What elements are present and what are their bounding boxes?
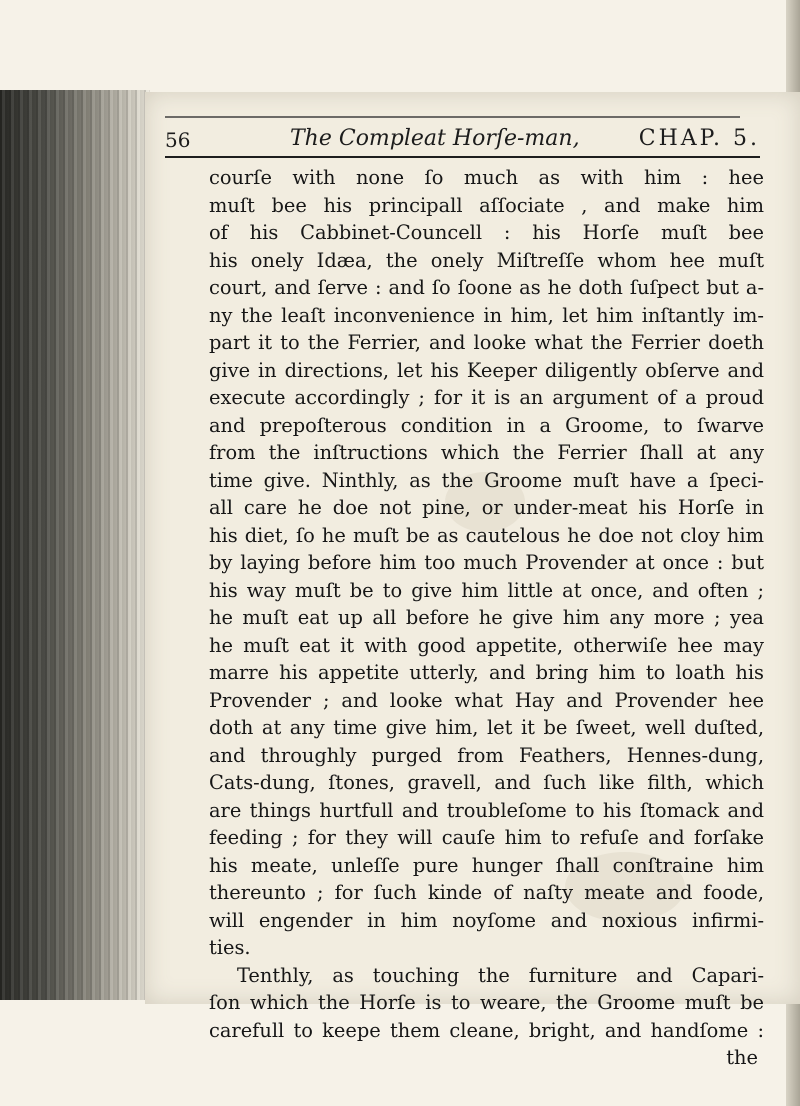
top-rule (165, 116, 740, 118)
book-binding-edge (0, 90, 150, 1000)
text-line: thereunto ; for ſuch kinde of naſty meate and foode, (209, 881, 764, 904)
chapter-label: CHAP. 5. (638, 126, 760, 151)
text-line: all care he doe not pine, or under-meat his Horſe in (209, 496, 764, 519)
text-line: Provender ; and looke what Hay and Provender hee (209, 688, 764, 712)
text-line: doth at any time give him, let it be ſweet, well duſted, (209, 716, 764, 739)
running-header (165, 126, 760, 158)
text-line: his meate, unleſſe pure hunger ſhall conſtraine him (209, 853, 764, 877)
text-line: by laying before him too much Provender at once : but (209, 551, 764, 574)
text-line: execute accordingly ; for it is an argument of a proud (209, 386, 764, 409)
text-line: time give. Ninthly, as the Groome muſt have a ſpeci- (209, 468, 764, 492)
text-line: he muſt eat it with good appetite, otherwiſe hee may (209, 633, 764, 657)
text-line: he muſt eat up all before he give him any more ; yea (209, 606, 764, 629)
text-line: and prepoſterous condition in a Groome, to ſwarve (209, 413, 764, 437)
text-line: court, and ſerve : and ſo ſoone as he doth ſuſpect but a- (209, 276, 764, 299)
book-page (145, 92, 800, 1069)
text-line: ſon which the Horſe is to weare, the Groome muſt be (209, 991, 764, 1014)
text-line: his way muſt be to give him little at once, and often ; (209, 578, 764, 602)
text-line: ny the leaſt inconvenience in him, let him inſtantly im- (209, 303, 764, 327)
text-line: give in directions, let his Keeper diligently obſerve and (209, 358, 764, 382)
text-line: from the inſtructions which the Ferrier ſhall at any (209, 441, 764, 464)
text-line: courſe with none ſo much as with him : hee (209, 166, 764, 189)
text-line: carefull to keepe them cleane, bright, and handſome : (209, 1018, 764, 1042)
text-line: part it to the Ferrier, and looke what the Ferrier doeth (209, 331, 764, 354)
text-line: will engender in him noyſome and noxious infirmi- (209, 908, 764, 932)
text-line: his diet, ſo he muſt be as cautelous he doe not cloy him (209, 523, 764, 547)
text-line: and throughly purged from Feathers, Hennes-dung, (209, 743, 764, 767)
page-body-text (209, 164, 764, 1072)
text-line: ties. (209, 936, 251, 959)
text-line: of his Cabbinet-Councell : his Horſe muſt bee (209, 221, 764, 244)
text-line: muſt bee his principall aſſociate , and make him (209, 193, 764, 217)
text-line: feeding ; for they will cauſe him to refuſe and forſake (209, 826, 764, 849)
text-line: Tenthly, as touching the furniture and Capari- (237, 963, 764, 987)
text-line: marre his appetite utterly, and bring him to loath his (209, 661, 764, 684)
page-number: 56 (165, 128, 191, 152)
text-line: are things hurtfull and troubleſome to his ſtomack and (209, 798, 764, 822)
catchword: the (726, 1046, 758, 1069)
running-title: The Compleat Horſe-man, (290, 126, 580, 151)
text-line: his onely Idæa, the onely Miſtreſſe whom hee muſt (209, 248, 764, 272)
text-line: Cats-dung, ſtones, gravell, and ſuch like filth, which (209, 771, 764, 794)
